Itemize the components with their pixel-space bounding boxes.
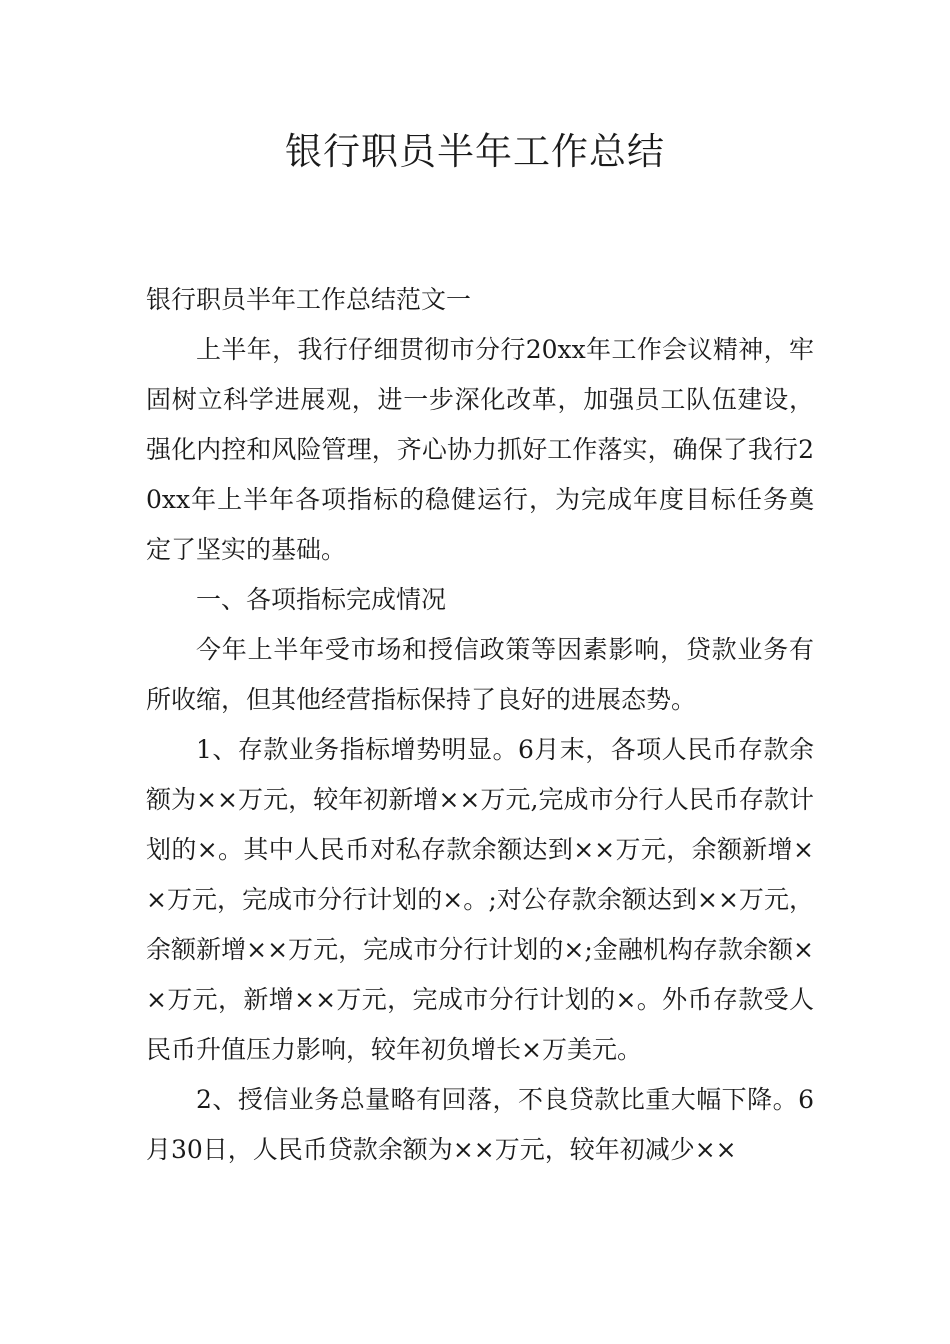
paragraph-intro: 上半年，我行仔细贯彻市分行20xx年工作会议精神，牢固树立科学进展观，进一步深化改革，加强员工队伍建设，强化内控和风险管理，齐心协力抓好工作落实，确保了我行20xx年上半年各项指标的稳健运行，为完成年度目标任务奠定了坚实的基础。 xyxy=(146,335,814,564)
document-title: 银行职员半年工作总结 xyxy=(285,130,665,173)
document-subtitle: 银行职员半年工作总结范文一 xyxy=(146,285,472,314)
paragraph-credit: 2、授信业务总量略有回落，不良贷款比重大幅下降。6月30日，人民币贷款余额为××万元，较年初减少×× xyxy=(146,1085,814,1164)
section-heading-indicators: 一、各项指标完成情况 xyxy=(196,585,447,614)
paragraph-deposits: 1、存款业务指标增势明显。6月末，各项人民币存款余额为××万元，较年初新增××万元,完成市分行人民币存款计划的×。其中人民币对私存款余额达到××万元，余额新增××万元，完成市分行计划的×。;对公存款余额达到××万元，余额新增××万元，完成市分行计划的×;金融机构存款余额××万元，新增××万元，完成市分行计划的×。外币存款受人民币升值压力影响，较年初负增长×万美元。 xyxy=(146,735,814,1064)
document-body xyxy=(146,275,814,1175)
paragraph-overview: 今年上半年受市场和授信政策等因素影响，贷款业务有所收缩，但其他经营指标保持了良好的进展态势。 xyxy=(146,635,814,714)
